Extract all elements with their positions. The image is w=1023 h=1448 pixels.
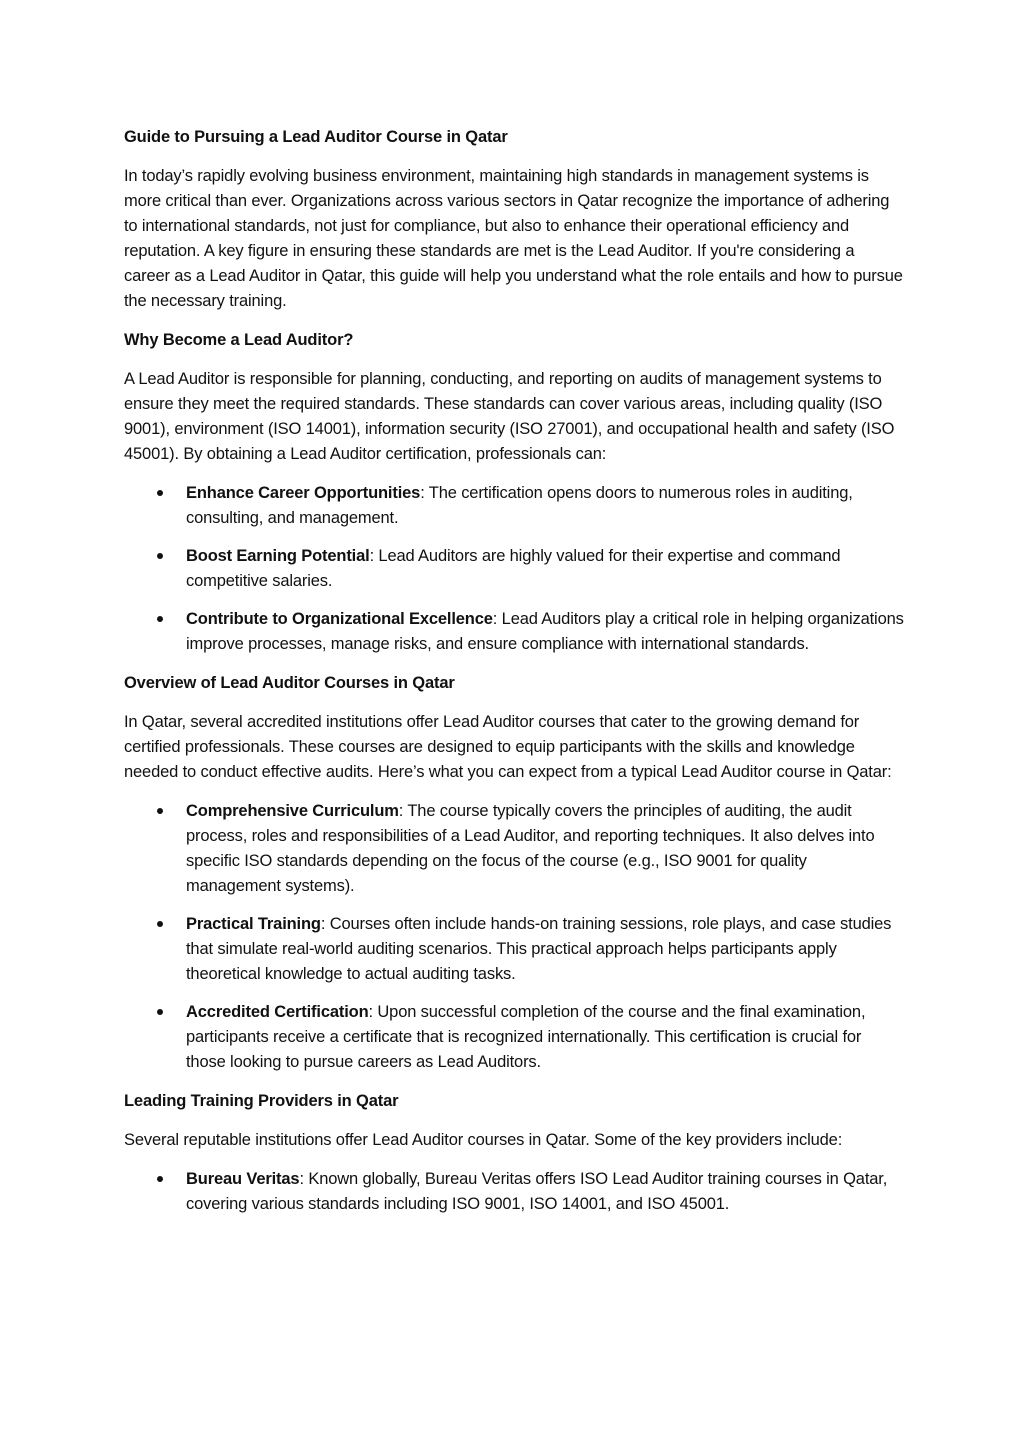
bullet-list	[124, 481, 904, 657]
list-item	[124, 912, 904, 987]
list-item	[124, 607, 904, 657]
bullet-text: : The course typically covers the principles of auditing, the audit process, roles and responsibilities of a Lead Auditor, and reporting techniques. It also delves into specific ISO standards depending on the focus of the course (e.g., ISO 9001 for quality management systems).	[186, 802, 875, 895]
section-heading-course-overview: Overview of Lead Auditor Courses in Qatar	[124, 674, 455, 692]
bullet-term: Comprehensive Curriculum	[186, 802, 399, 820]
bullet-icon	[157, 616, 163, 622]
list-item	[124, 799, 904, 899]
section-heading-why-lead-auditor: Why Become a Lead Auditor?	[124, 331, 354, 349]
bullet-icon	[157, 553, 163, 559]
bullet-term: Practical Training	[186, 915, 321, 933]
bullet-icon	[157, 490, 163, 496]
section-paragraph: In Qatar, several accredited institutions offer Lead Auditor courses that cater to the growing demand for certified professionals. These courses are designed to equip participants with the skills and knowledge needed to conduct effective audits. Here’s what you can expect from a typical Lead Auditor course in Qatar:	[124, 713, 892, 781]
bullet-list	[124, 799, 904, 1075]
bullet-term: Accredited Certification	[186, 1003, 369, 1021]
bullet-list	[124, 1167, 904, 1217]
bullet-text: : Upon successful completion of the course and the final examination, participants receive a certificate that is recognized internationally. This certification is crucial for those looking to pursue careers as Lead Auditors.	[186, 1003, 866, 1071]
section-paragraph: Several reputable institutions offer Lead Auditor courses in Qatar. Some of the key providers include:	[124, 1131, 843, 1149]
bullet-term: Boost Earning Potential	[186, 547, 370, 565]
bullet-text: : Known globally, Bureau Veritas offers ISO Lead Auditor training courses in Qatar, covering various standards including ISO 9001, ISO 14001, and ISO 45001.	[186, 1170, 888, 1213]
document-title: Guide to Pursuing a Lead Auditor Course in Qatar	[124, 128, 508, 146]
bullet-term: Enhance Career Opportunities	[186, 484, 421, 502]
bullet-text: : Courses often include hands-on training sessions, role plays, and case studies that simulate real-world auditing scenarios. This practical approach helps participants apply theoretical knowledge to actual auditing tasks.	[186, 915, 892, 983]
bullet-icon	[157, 921, 163, 927]
bullet-term: Bureau Veritas	[186, 1170, 300, 1188]
list-item	[124, 1000, 904, 1075]
section-heading-training-providers: Leading Training Providers in Qatar	[124, 1092, 399, 1110]
bullet-text: : Lead Auditors are highly valued for their expertise and command competitive salaries.	[186, 547, 841, 590]
document-page	[124, 125, 904, 1217]
bullet-icon	[157, 808, 163, 814]
list-item	[124, 481, 904, 531]
intro-paragraph: In today’s rapidly evolving business environment, maintaining high standards in management systems is more critical than ever. Organizations across various sectors in Qatar recognize the importance of adhering to international standards, not just for compliance, but also to enhance their operational efficiency and reputation. A key figure in ensuring these standards are met is the Lead Auditor. If you're considering a career as a Lead Auditor in Qatar, this guide will help you understand what the role entails and how to pursue the necessary training.	[124, 167, 903, 310]
section-paragraph: A Lead Auditor is responsible for planning, conducting, and reporting on audits of management systems to ensure they meet the required standards. These standards can cover various areas, including quality (ISO 9001), environment (ISO 14001), information security (ISO 27001), and occupational health and safety (ISO 45001). By obtaining a Lead Auditor certification, professionals can:	[124, 370, 895, 463]
bullet-text: : The certification opens doors to numerous roles in auditing, consulting, and management.	[186, 484, 853, 527]
list-item	[124, 544, 904, 594]
list-item	[124, 1167, 904, 1217]
bullet-icon	[157, 1009, 163, 1015]
bullet-icon	[157, 1176, 163, 1182]
bullet-text: : Lead Auditors play a critical role in helping organizations improve processes, manage risks, and ensure compliance with international standards.	[186, 610, 904, 653]
bullet-term: Contribute to Organizational Excellence	[186, 610, 493, 628]
